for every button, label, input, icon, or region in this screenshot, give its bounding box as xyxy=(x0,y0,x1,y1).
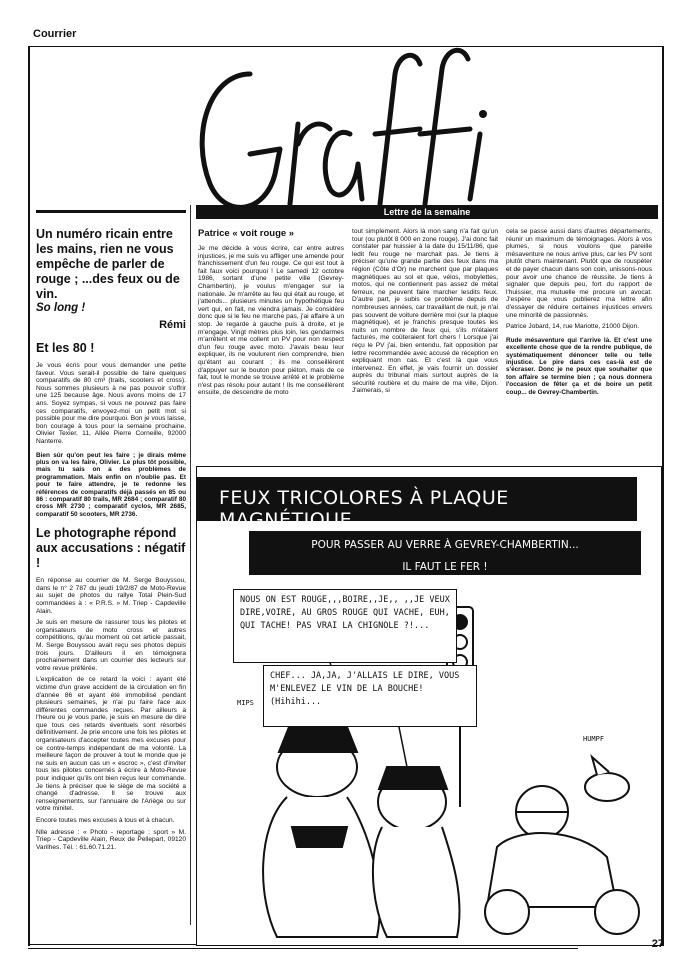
letter-paragraph: Encore toutes mes excuses à tous et à chacun. xyxy=(36,817,175,824)
frame-left-rule xyxy=(28,46,30,946)
sound-effect-humpf: HUMPF xyxy=(583,735,605,743)
speech-bubble-2: CHEF... JA,JA, J'ALLAIS LE DIRE, VOUS M'ENLEVEZ LE VIN DE LA BOUCHE! (Hihihi... xyxy=(263,665,477,727)
cartoon-panel xyxy=(196,466,662,946)
frame-bottom-rule-2 xyxy=(28,948,578,949)
letter-of-week-col-3 xyxy=(506,228,652,404)
letter-title-photographe: Le photographe répond aux accusations : négatif ! xyxy=(36,526,186,571)
editor-reply: Rude mésaventure qui t'arrive là. Et c'est une excellente chose que de la rendre publique, de systématiquement dénoncer telle ou telle injustice. Le pire dans ces cas-là est de s'écraser. Donc je ne peux que souhaiter que ton affaire se termine bien ; ça nous donnera l'occasion de fêter ça et de boire un petit coup... de Gevrey-Chambertin. xyxy=(506,336,652,396)
graffiti-logo xyxy=(180,14,500,234)
section-label: Courrier xyxy=(33,28,77,40)
letter-text: tout simplement. Alors là mon sang n'a fait qu'un tour (ou plutôt 8 000 en zone rouge). J'ai donc fait constater par huissier à la date du 15/11/86, que ledit feu rouge ne marchait pas. Je tiens à préciser qu'une grande partie des feux dans ma région (Côte d'Or) ne marchent que par plaques magnétiques au sol et que, vélos, mobylettes, motos, qui ne contiennent pas assez de métal ferreux, ne peuvent faire marcher lesdits feux. D'autre part, je subis ce problème depuis de nombreuses années, car travaillant de nuit, je n'ai pas souvent de voiture derrière moi (sur la plaque magnétique), et je franchis presque toutes les nuits un nombre de feux qui, s'ils m'étaient facturés, me coûteraient fort chers ! Lorsque j'ai reçu le PV j'ai, bien entendu, fait opposition par lettre recommandée avec accusé de réception en expliquant mon cas. Et c'est là que vous intervenez. En effet, je vais fournir un dossier auprès du tribunal mais surtout auprès de la sécurité routière et du maire de ma ville, Dijon. J'aimerais, si xyxy=(352,228,498,395)
letter-of-week-col-2 xyxy=(352,228,498,399)
letter-title-et-les-80: Et les 80 ! xyxy=(36,341,95,355)
letter-paragraph: Nlle adresse : « Photo - reportage : sport » M. Triep - Capdeville Alain, Reux de Pellepart, 09120 Varilhes. Tél. : 61.60.71.21. xyxy=(36,828,186,851)
page-number: 27 xyxy=(651,938,664,950)
letter-of-week-col-1 xyxy=(198,228,344,401)
column-divider xyxy=(190,205,191,925)
headline-author: Rémi xyxy=(159,319,186,331)
editor-reply: Bien sûr qu'on peut les faire ; je dirais même plus on va les faire, Olivier. Le plus tôt possible, mais tu sais on a des problèmes de programmation. Mais enfin on n'oublie pas. Et pour te faire attendre, je te redonne les références de comparatifs déjà passés en 85 ou 86 : comparatif 80 trails, MR 2684 ; comparatif 80 cross MR 2730 ; comparatif cyclos, MR 2685, comparatif 50 scooters, MR 2736. xyxy=(36,451,186,518)
letter-signature: Patrice Jobard, 14, rue Mariotte, 21000 Dijon. xyxy=(506,323,640,331)
cartoon-banner-2-line-2: IL FAUT LE FER ! xyxy=(402,561,488,573)
cartoon-banner-1-text: FEUX TRICOLORES À PLAQUE MAGNÉTIQUE... xyxy=(219,487,509,531)
cartoon-banner-2-line-1: POUR PASSER AU VERRE À GEVREY-CHAMBERTIN... xyxy=(311,539,579,551)
letter-paragraph: En réponse au courrier de M. Serge Bouyssou, dans le n° 2 787 du jeudi 19/2/87 de Moto-Revue au sujet de photos du rallye Total Plein-Sud commandées à : « P.R.S. » M. Triep - Capdeville Alain. xyxy=(36,577,186,615)
letter-title-patrice: Patrice « voit rouge » xyxy=(198,228,295,239)
letter-body: Je vous écris pour vous demander une petite faveur. Vous serait-il possible de faire quelques comparatifs de 80 cm³ (trails, scooters et cross). Nous sommes plusieurs à ne pas pouvoir s'offrir une 125 because âge. Nous avons moins de 17 ans. Soyez sympas, si vous ne pouvez pas faire ces comparatifs, envoyez-moi un petit mot si possible pour me dire pourquoi. Bon je vous laisse, bon courage à tous pour la semaine prochaine. Olivier Texier, 11, Allée Pierre Corneille, 92000 Nanterre. xyxy=(36,362,186,445)
letter-paragraph: L'explication de ce retard la voici : ayant été victime d'un grave accident de la circulation en fin d'année 86 et ayant été immobilisé pendant plusieurs semaines, je n'ai pu faire face aux différentes commandes reçues. Par ailleurs à l'heure ou je vous parle, je suis en mesure de dire que tous ces retards éventuels sont résorbés définitivement. Je prie encore une fois les pilotes et organisateurs d'accepter toutes mes excuses pour ce contre-temps indépendant de ma volonté. La meilleure façon de prouver à tout le monde que je ne suis en aucun cas un « escroc », c'est d'inviter tous les pilotes concernés à écrire à Moto-Revue pour indiquer qu'ils ont bien reçus leur commande. Je tiens à préciser que le siège de ma société a changé d'adresse. Il se trouve aux renseignements, sur l'annuaire de l'Ariège ou sur votre minitel. xyxy=(36,676,186,813)
left-column xyxy=(36,210,186,855)
speech-bubble-1: NOUS ON EST ROUGE,,,BOIRE,,JE,, ,,JE VEUX DIRE,VOIRE, AU GROS ROUGE QUI VACHE, EUH, QUI TACHE! PAS VRAI LA CHIGNOLE ?!... xyxy=(233,589,457,663)
headline-signoff: So long ! xyxy=(36,302,86,314)
letter-text: Je me décide à vous écrire, car entre autres injustices, je me suis vu affliger une amende pour franchissement d'un feu rouge. Ce qui est tout à fait faux voici pourquoi ! Le samedi 12 octobre 1986, sortant d'une petite ville (Gevrey-Chambertin), je voulus m'engager sur la nationale. Je m'arrête au feu qui était au rouge, et j'attends... plusieurs minutes un hypothétique feu vert qui, en fait, ne viendra jamais. Je considère donc que si le feu ne marche pas, j'ai affaire à un stop. Je regarde à gauche puis à droite, et je m'engage. Vingt mètres plus loin, les gendarmes m'arrêtent et me collent un PV pour non respect d'un feu rouge avec moto. J'avais beau leur expliquer, ils ne voulurent rien comprendre, bien qu'étant au courant ; ils me conseillèrent d'appuyer sur le bouton pour piéton, mais de ce fait, tout le monde se trouve arrêté et le problème n'est pas résolu pour autant ! Ils me conseillèrent ensuite, de descendre de moto xyxy=(198,245,344,397)
headline: Un numéro ricain entre les mains, rien ne vous empêche de parler de rouge ; ...des feux ou de vin. xyxy=(36,227,180,301)
sound-effect-mips-1: MIPS xyxy=(237,699,254,707)
left-column-rule xyxy=(36,210,186,213)
frame-right-rule xyxy=(662,46,664,946)
letter-text: cela se passe aussi dans d'autres départements, réunir un maximum de témoignages. Alors à vos plumes, si nous voulons que pareille mésaventure ne nous arrive plus, car les PV sont plutôt chers maintenant. Plutôt que de rouspéter et de payer chacun dans son coin, unissons-nous pour avoir une chance de réussite. Je tiens à signaler que depuis peu, fort du rapport de l'huissier, ma mutuelle me procure un avocat. J'espère que vous publierez ma lettre afin d'essayer de réduire certaines injustices envers une minorité de passionnés. xyxy=(506,228,652,319)
letter-paragraph: Je suis en mesure de rassurer tous les pilotes et organisateurs de moto cross et autres compétitions, qu'au moment où cet article passait, M. Serge Bouyssou avait reçu ses photos depuis trois jours. D'ailleurs il en témoignera prochainement dans un courrier des lecteurs sur votre revue préférée. xyxy=(36,619,186,672)
sound-effect-mips-2: MIPS xyxy=(411,781,428,789)
letter-of-week-title: Lettre de la semaine xyxy=(383,207,471,217)
